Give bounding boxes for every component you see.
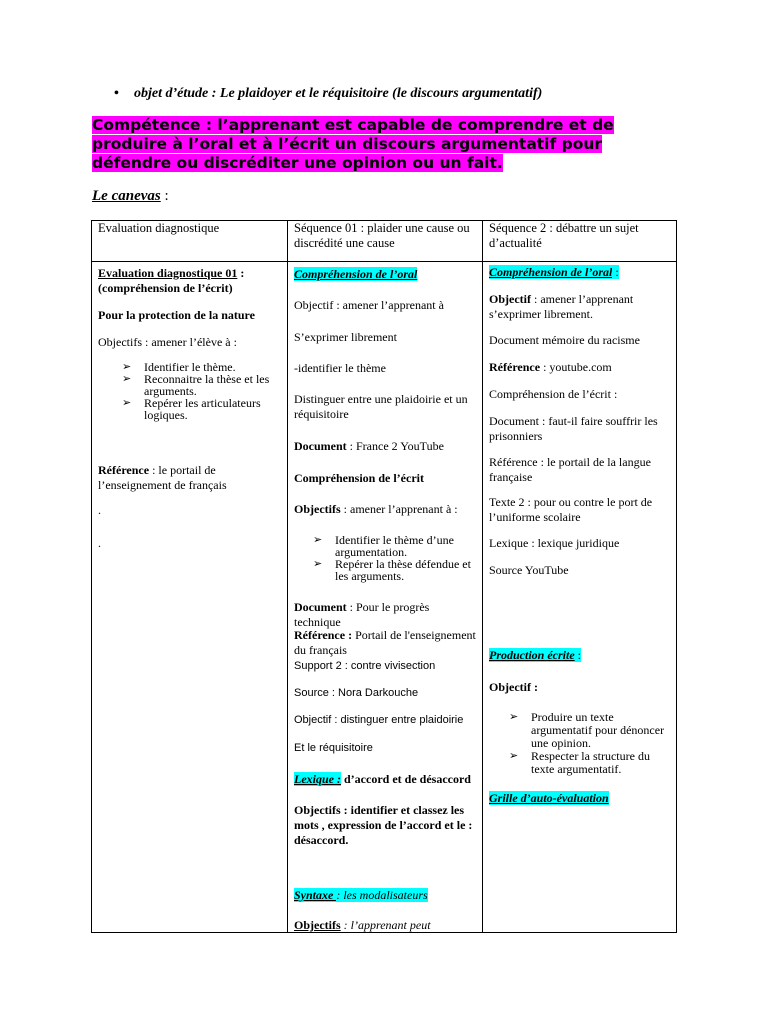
sequence-02-cell: Compréhension de l’oral : Objectif : amener l’apprenant s’exprimer librement. Document mémoire du racisme Référence : youtube.com Compréhension de l’écrit : Document : faut-il faire souffrir les prisonniers Référence : le portail de la langue française Texte 2 : pour ou contre le port de l’uniforme scolaire Lexique : lexique juridique Source YouTube Production écrite : Objectif : ➢ Produire un texte argumentatif pour dénoncer une opinion. ➢ Respecter la structure du texte argumentatif. Grille d’auto-évaluation [483, 262, 677, 933]
comprehension-oral-title: Compréhension de l’oral [489, 265, 613, 279]
evaluation-cell: Evaluation diagnostique 01 : (compréhension de l’écrit) Pour la protection de la nature Objectifs : amener l’élève à : ➢ Identifier le thème. ➢ Reconnaitre la thèse et les arguments. ➢ Repérer les articulateurs logiques. Référence : le portail de l’enseignement de français . . [92, 262, 288, 933]
eval-objectives-list [122, 360, 274, 422]
competence-statement [92, 116, 632, 173]
seq1-objectives-list [313, 533, 475, 583]
eval-title: Evaluation diagnostique 01 [98, 266, 238, 280]
production-objectives-list [509, 710, 671, 776]
comprehension-ecrit-title: Compréhension de l’écrit [294, 471, 424, 485]
eval-theme: Pour la protection de la nature [98, 308, 255, 322]
list-item: ➢ Reconnaitre la thèse et les arguments. [122, 372, 270, 398]
syntaxe-title: Syntaxe [294, 888, 337, 902]
list-item: ➢ Identifier le thème. [122, 360, 236, 374]
arrow-bullet-icon: ➢ [509, 750, 519, 762]
objet-etude-line [114, 86, 542, 102]
eval-objectifs: Objectifs : amener l’élève à : [98, 335, 237, 349]
bullet-icon: • [114, 86, 119, 101]
arrow-bullet-icon: ➢ [313, 558, 323, 570]
arrow-bullet-icon: ➢ [122, 397, 132, 409]
list-item: ➢ Respecter la structure du texte argumentatif. [509, 749, 650, 776]
column-header: Séquence 01 : plaider une cause ou discrédité une cause [288, 221, 483, 262]
list-item: ➢ Repérer les articulateurs logiques. [122, 396, 261, 422]
eval-subtitle: (compréhension de l’écrit) [98, 281, 233, 295]
list-item: ➢ Produire un texte argumentatif pour dénoncer une opinion. [509, 710, 665, 750]
arrow-bullet-icon: ➢ [122, 361, 132, 373]
eval-reference: Référence : le portail de l’enseignement de français [98, 463, 227, 492]
table-header-row [92, 221, 677, 262]
list-item: ➢ Identifier le thème d’une argumentation. [313, 533, 454, 559]
list-item: ➢ Repérer la thèse défendue et les arguments. [313, 557, 471, 583]
sequence-01-cell: Compréhension de l’oral Objectif : amener l’apprenant à S’exprimer librement -identifier le thème Distinguer entre une plaidoirie et un réquisitoire Document : France 2 YouTube Compréhension de l’écrit Objectifs : amener l’apprenant à : ➢ Identifier le thème d’une argumentation. ➢ Repérer la thèse défendue et les arguments. Document : Pour le progrès technique Référence : Portail de l'enseignement du français Support 2 : contre vivisection Source : Nora Darkouche Objectif : distinguer entre plaidoirie Et le réquisitoire Lexique : d’accord et de désaccord Objectifs : identifier et classez les mots , expression de l’accord et le : désaccord. Syntaxe : les modalisateurs Objectifs : l’apprenant peut [288, 262, 483, 933]
canevas-heading: Le canevas : [92, 188, 169, 204]
canevas-table [91, 220, 677, 933]
column-header: Séquence 2 : débattre un sujet d’actualité [483, 221, 677, 262]
table-body-row [92, 262, 677, 933]
objet-etude-text: objet d’étude : Le plaidoyer et le réquisitoire (le discours argumentatif) [134, 86, 543, 101]
canevas-title: Le canevas [92, 188, 161, 204]
arrow-bullet-icon: ➢ [313, 534, 323, 546]
arrow-bullet-icon: ➢ [509, 711, 519, 723]
competence-text: Compétence : l’apprenant est capable de comprendre et de produire à l’oral et à l’écrit un discours argumentatif pour défendre ou discréditer une opinion ou un fait. [92, 116, 614, 172]
arrow-bullet-icon: ➢ [122, 373, 132, 385]
lexique-title: Lexique : [294, 772, 341, 786]
grille-title: Grille d’auto-évaluation [489, 791, 609, 805]
production-ecrite-title: Production écrite [489, 648, 575, 662]
comprehension-oral-title: Compréhension de l’oral [294, 267, 418, 281]
column-header: Evaluation diagnostique [92, 221, 288, 262]
